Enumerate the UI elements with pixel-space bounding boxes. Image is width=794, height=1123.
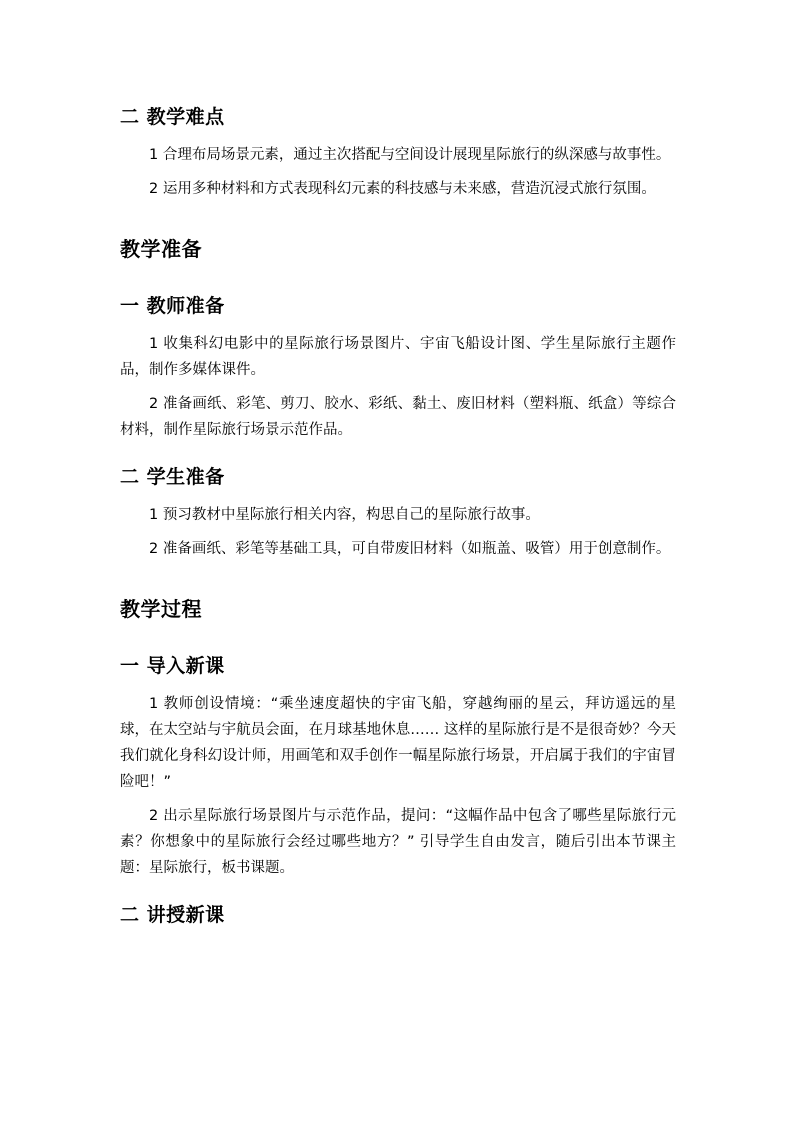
document-content (120, 103, 676, 929)
paragraph-intro-1: 1 教师创设情境：“乘坐速度超快的宇宙飞船，穿越绚丽的星云，拜访遥远的星球，在太空站与宇航员会面，在月球基地休息…… 这样的星际旅行是不是很奇妙？今天我们就化身科幻设计师，用画笔和双手创作一幅星际旅行场景，开启属于我们的宇宙冒险吧！” (120, 696, 676, 790)
paragraph-teacher-prep-2: 2 准备画纸、彩笔、剪刀、胶水、彩纸、黏土、废旧材料（塑料瓶、纸盒）等综合材料，制作星际旅行场景示范作品。 (120, 396, 676, 438)
paragraph-intro-2: 2 出示星际旅行场景图片与示范作品，提问：“这幅作品中包含了哪些星际旅行元素？你想象中的星际旅行会经过哪些地方？” 引导学生自由发言，随后引出本节课主题：星际旅行，板书课题。 (120, 808, 676, 876)
spacer (120, 131, 676, 142)
paragraph-difficulty-1: 1 合理布局场景元素，通过主次搭配与空间设计展现星际旅行的纵深感与故事性。 (149, 147, 671, 163)
spacer (120, 320, 676, 331)
section-heading-teacher-preparation: 一 教师准备 (120, 295, 225, 317)
section-heading-introduction: 一 导入新课 (120, 655, 225, 677)
spacer (120, 680, 676, 691)
paragraph-teacher-prep-1: 1 收集科幻电影中的星际旅行场景图片、宇宙飞船设计图、学生星际旅行主题作品，制作多媒体课件。 (120, 336, 676, 378)
paragraph-student-prep-1: 1 预习教材中星际旅行相关内容，构思自己的星际旅行故事。 (149, 507, 540, 523)
spacer (120, 202, 676, 234)
spacer (120, 624, 676, 652)
section-title-teaching-process: 教学过程 (120, 597, 202, 621)
section-heading-teaching-difficulties: 二 教学难点 (120, 106, 225, 128)
spacer (120, 562, 676, 594)
spacer (120, 881, 676, 901)
section-heading-new-lesson: 二 讲授新课 (120, 904, 225, 926)
spacer (120, 491, 676, 502)
section-title-teaching-preparation: 教学准备 (120, 237, 202, 261)
spacer (120, 264, 676, 292)
paragraph-difficulty-2: 2 运用多种材料和方式表现科幻元素的科技感与未来感，营造沉浸式旅行氛围。 (149, 181, 656, 197)
spacer (120, 443, 676, 463)
section-heading-student-preparation: 二 学生准备 (120, 466, 225, 488)
paragraph-student-prep-2: 2 准备画纸、彩笔等基础工具，可自带废旧材料（如瓶盖、吸管）用于创意制作。 (149, 541, 671, 557)
